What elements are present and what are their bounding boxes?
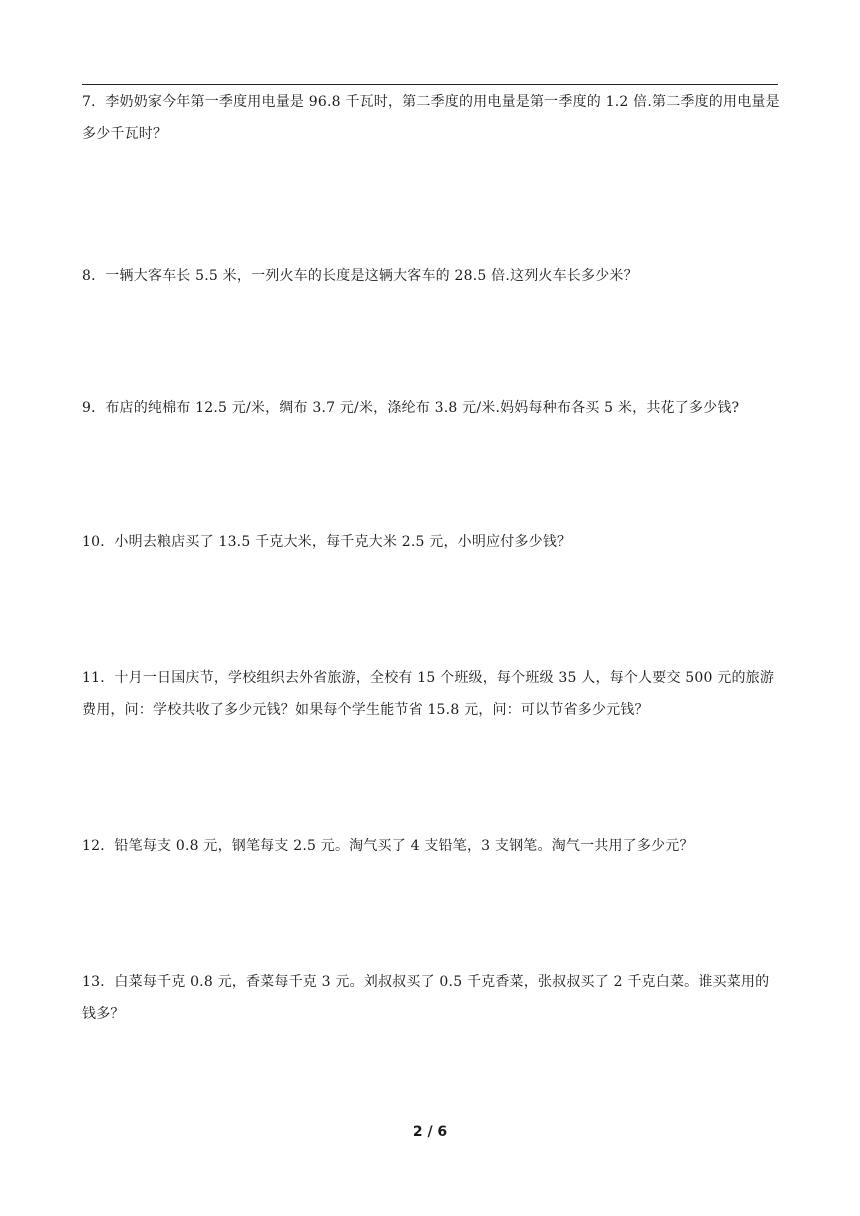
question-9: 9．布店的纯棉布 12.5 元/米，绸布 3.7 元/米，涤纶布 3.8 元/米.妈妈每种布各买 5 米，共花了多少钱?: [82, 400, 740, 416]
question-7: 7．李奶奶家今年第一季度用电量是 96.8 千瓦时，第二季度的用电量是第一季度的 1.2 倍.第二季度的用电量是多少千瓦时？: [82, 94, 780, 142]
question-13: 13．白菜每千克 0.8 元，香菜每千克 3 元。刘叔叔买了 0.5 千克香菜，张叔叔买了 2 千克白菜。谁买菜用的钱多？: [82, 974, 770, 1022]
question-10: 10．小明去粮店买了 13.5 千克大米，每千克大米 2.5 元，小明应付多少钱？: [82, 534, 572, 550]
question-12: 12．铅笔每支 0.8 元，钢笔每支 2.5 元。淘气买了 4 支铅笔，3 支钢笔。淘气一共用了多少元？: [82, 838, 694, 854]
page-number: 2 / 6: [412, 1124, 448, 1140]
question-11: 11．十月一日国庆节，学校组织去外省旅游，全校有 15 个班级，每个班级 35 人，每个人要交 500 元的旅游费用，问：学校共收了多少元钱？如果每个学生能节省 15.8 元，问：可以节省多少元钱？: [82, 670, 775, 718]
header-rule: [82, 84, 778, 85]
question-8: 8．一辆大客车长 5.5 米，一列火车的长度是这辆大客车的 28.5 倍.这列火车长多少米？: [82, 268, 638, 284]
